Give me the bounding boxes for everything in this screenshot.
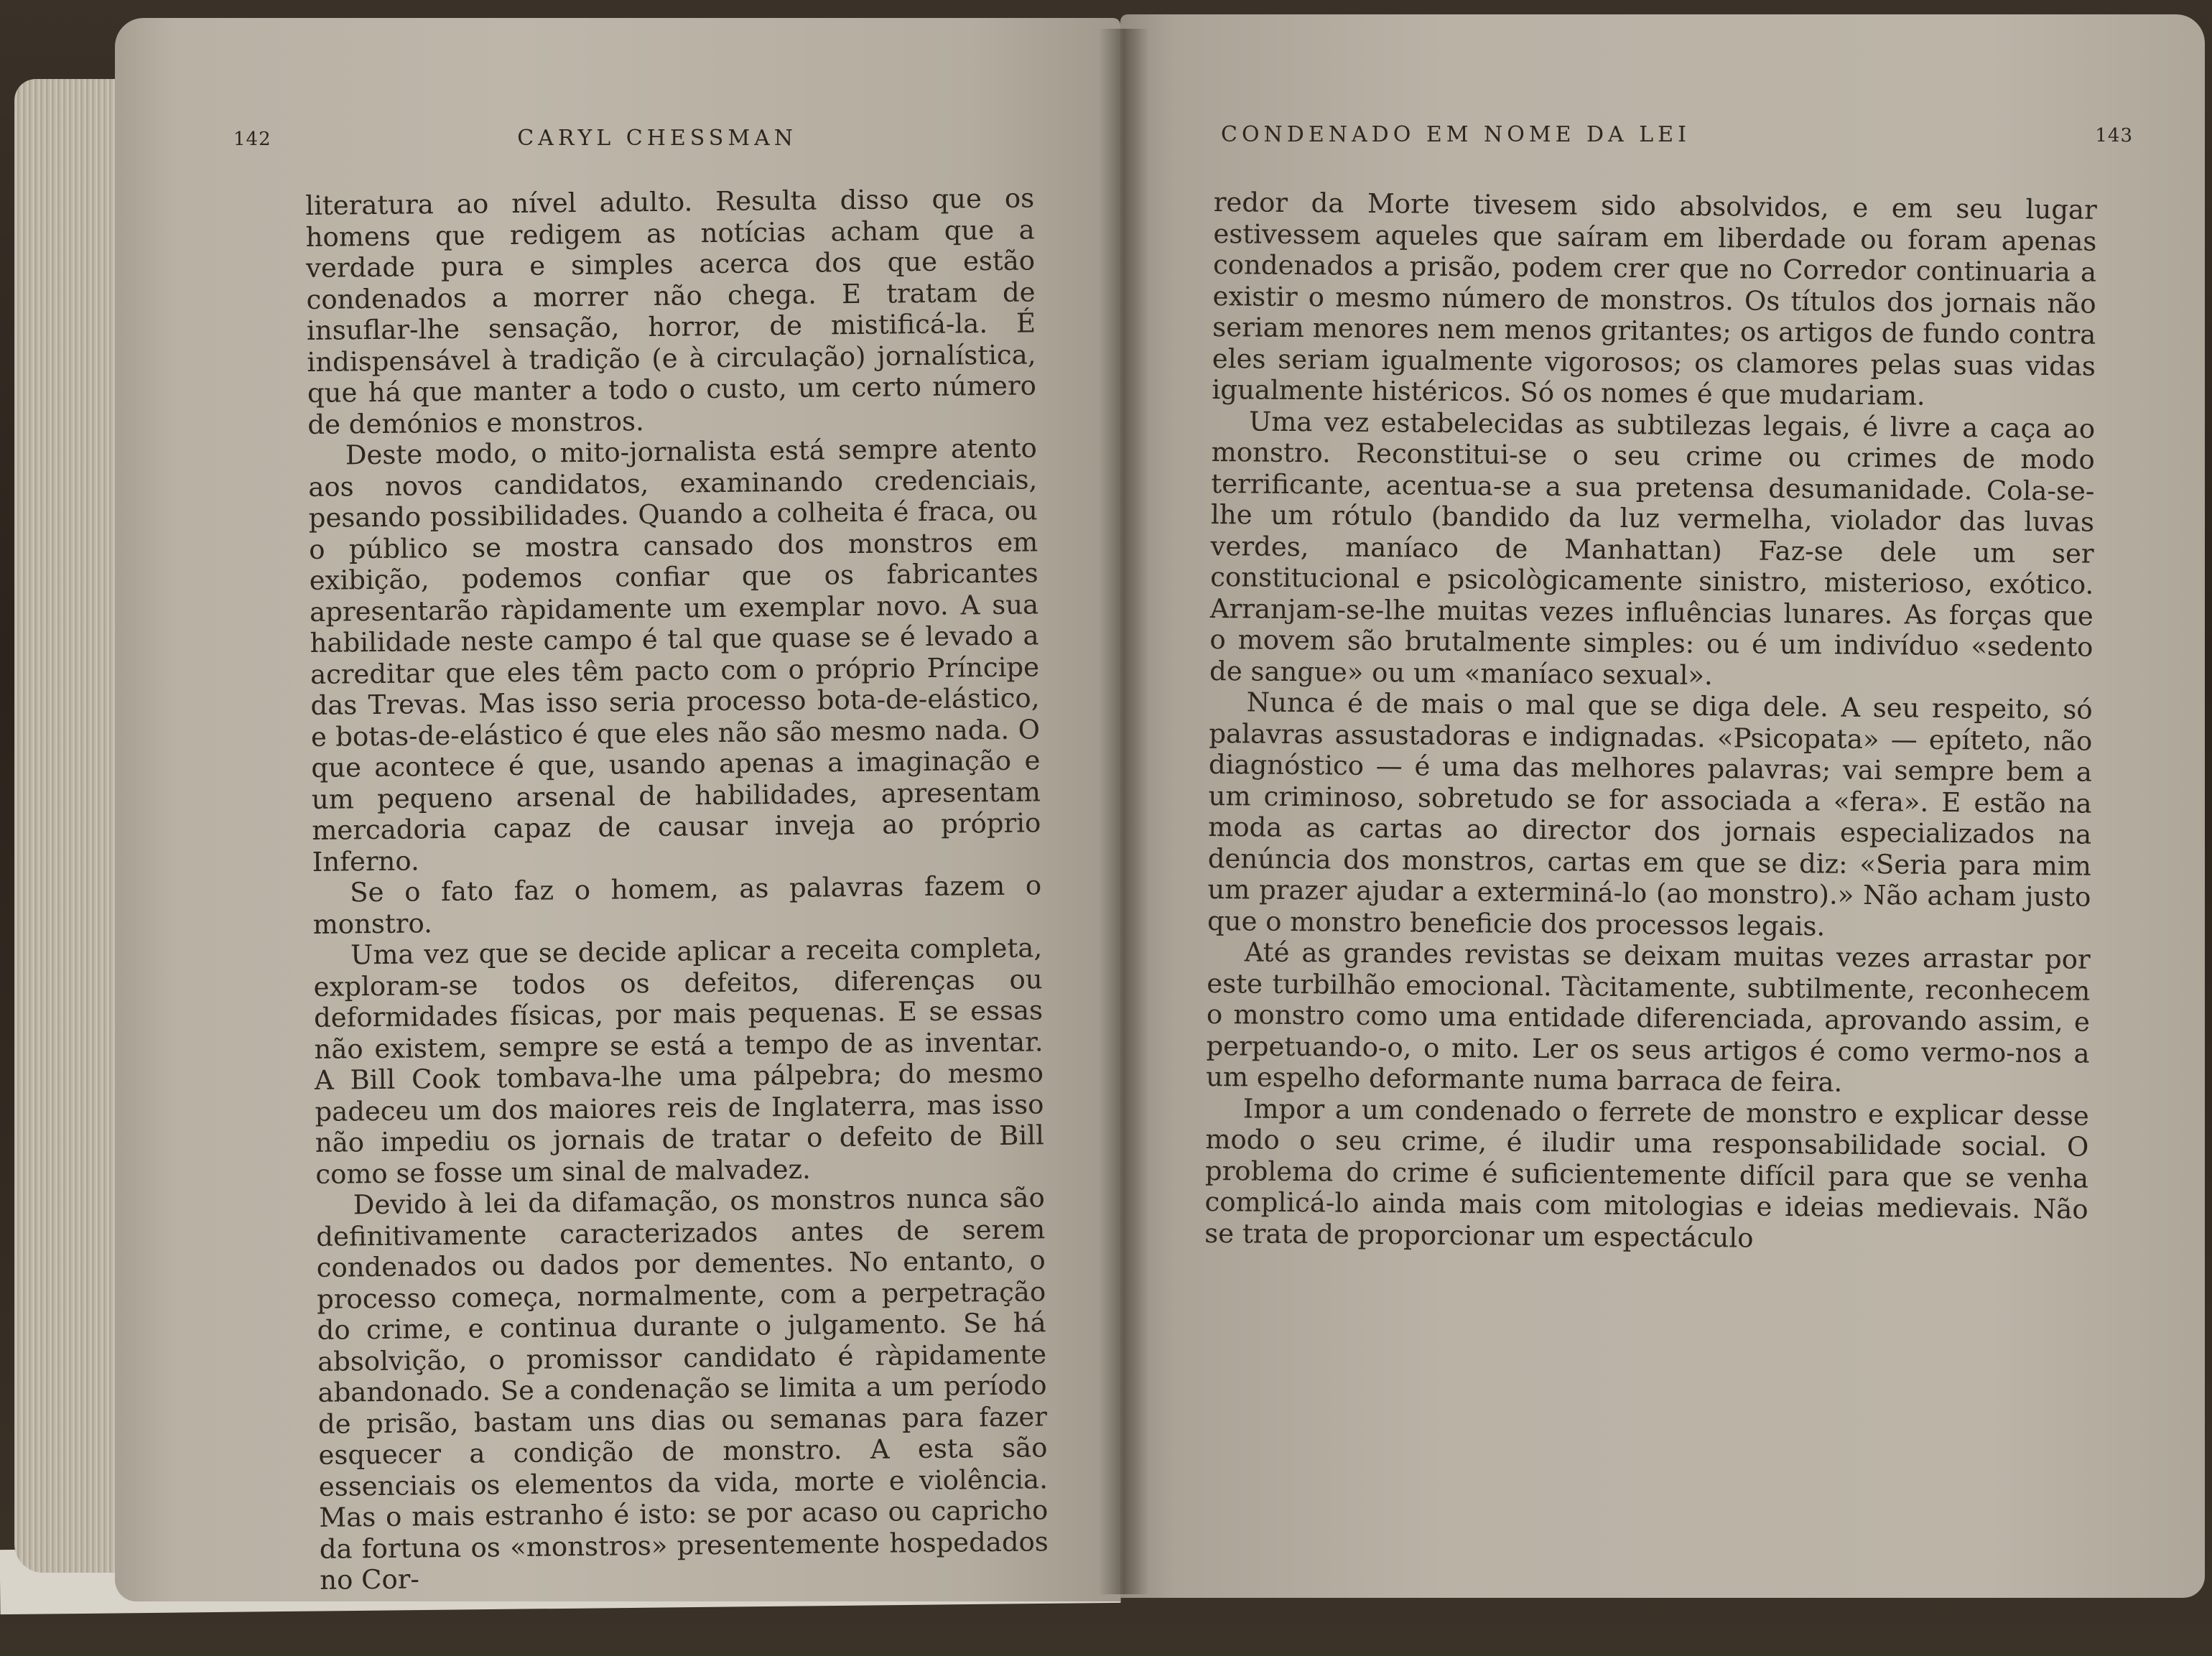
left-body-text [305,182,1049,1596]
paragraph: Até as grandes revistas se deixam muitas vezes arrastar por este turbilhão emocional. Tàcitamente, subtilmente, reconhecem o monstro como uma entidade diferenciada, aprovando assim, e perpetuando-o, o mito. Ler os seus artigos é como vermo-nos a um espelho deformante numa barraca de feira. [1205,936,2091,1098]
paragraph: Uma vez estabelecidas as subtilezas legais, é livre a caça ao monstro. Reconstitui-se o seu crime ou crimes de modo terrificante, acentua-se a sua pretensa desumanidade. Cola-se-lhe um rótulo (bandido da luz vermelha, violador das luvas verdes, maníaco de Manhattan) Faz-se dele um ser constitucional e psicològicamente sinistro, misterioso, exótico. Arranjam-se-lhe muitas vezes influências lunares. As forças que o movem são brutalmente simples: ou é um indivíduo «sedento de sangue» ou um «maníaco sexual». [1209,405,2096,691]
book-gutter [1099,29,1149,1594]
right-running-title: CONDENADO EM NOME DA LEI [1221,122,1691,147]
paragraph: Uma vez que se decide aplicar a receita completa, exploram-se todos os defeitos, diferenças ou deformidades físicas, por mais pequenas. E se essas não existem, sempre se está a tempo de as inventar. A Bill Cook tombava-lhe uma pálpebra; do mesmo padeceu um dos maiores reis de Inglaterra, mas isso não impediu os jornais de tratar o defeito de Bill como se fosse um sinal de malvadez. [313,932,1045,1190]
paragraph: Devido à lei da difamação, os monstros nunca são definitivamente caracterizados antes de serem condenados ou dados por dementes. No entanto, o processo começa, normalmente, com a perpetração do crime, e continua durante o julgamento. Se há absolvição, o promissor candidato é ràpidamente abandonado. Se a condenação se limita a um período de prisão, bastam uns dias ou semanas para fazer esquecer a condição de monstro. A esta são essenciais os elementos da vida, morte e violência. Mas o mais estranho é isto: se por acaso ou capricho da fortuna os «monstros» presentemente hospedados no Cor- [316,1182,1049,1596]
paragraph: Impor a um condenado o ferrete de monstro e explicar desse modo o seu crime, é iludir uma responsabilidade social. O problema do crime é suficientemente difícil para que se venha complicá-lo ainda mais com mitologias e ideias medievais. Não se trata de proporcionar um espectáculo [1204,1092,2089,1254]
paragraph: Deste modo, o mito-jornalista está sempre atento aos novos candidatos, examinando credenciais, pesando possibilidades. Quando a colheita é fraca, ou o público se mostra cansado dos monstros em exibição, podemos confiar que os fabricantes apresentarão ràpidamente um exemplar novo. A sua habilidade neste campo é tal que quase se é levado a acreditar que eles têm pacto com o próprio Príncipe das Trevas. Mas isso seria processo bota-de-elástico, e botas-de-elástico é que eles não são mesmo nada. O que acontece é que, usando apenas a imaginação e um pequeno arsenal de habilidades, apresentam mercadoria capaz de causar inveja ao próprio Inferno. [308,432,1041,878]
left-page [115,18,1120,1601]
paragraph: literatura ao nível adulto. Resulta disso que os homens que redigem as notícias acham que a verdade pura e simples acerca dos que estão condenados a morrer não chega. E tratam de insuflar-lhe sensação, horror, de mistificá-la. É indispensável à tradição (e à circulação) jornalística, que há que manter a todo o custo, um certo número de demónios e monstros. [305,182,1037,440]
right-page [1120,14,2205,1598]
right-page-number: 143 [2095,125,2133,146]
left-running-title: CARYL CHESSMAN [517,126,797,151]
left-page-number: 142 [233,129,271,150]
paragraph: Nunca é de mais o mal que se diga dele. A seu respeito, só palavras assustadoras e indignadas. «Psicopata» — epíteto, não diagnóstico — é uma das melhores palavras; vai sempre bem a um criminoso, sobretudo se for associada a «fera». E estão na moda as cartas ao director dos jornais especializados na denúncia dos monstros, cartas em que se diz: «Seria para mim um prazer ajudar a exterminá-lo (ao monstro).» Não acham justo que o monstro beneficie dos processos legais. [1207,687,2093,941]
paragraph: redor da Morte tivesem sido absolvidos, e em seu lugar estivessem aqueles que saíram em liberdade ou foram apenas condenados a prisão, podem crer que no Corredor continuaria a existir o mesmo número de monstros. Os títulos dos jornais não seriam menores nem menos gritantes; os artigos de fundo contra eles seriam igualmente vigorosos; os clamores pelas suas vidas igualmente histéricos. Só os nomes é que mudariam. [1212,187,2097,411]
left-running-head [233,126,1034,190]
right-body-text [1204,187,2097,1257]
right-running-head [1214,122,2133,187]
paragraph: Se o fato faz o homem, as palavras fazem o monstro. [312,870,1042,940]
